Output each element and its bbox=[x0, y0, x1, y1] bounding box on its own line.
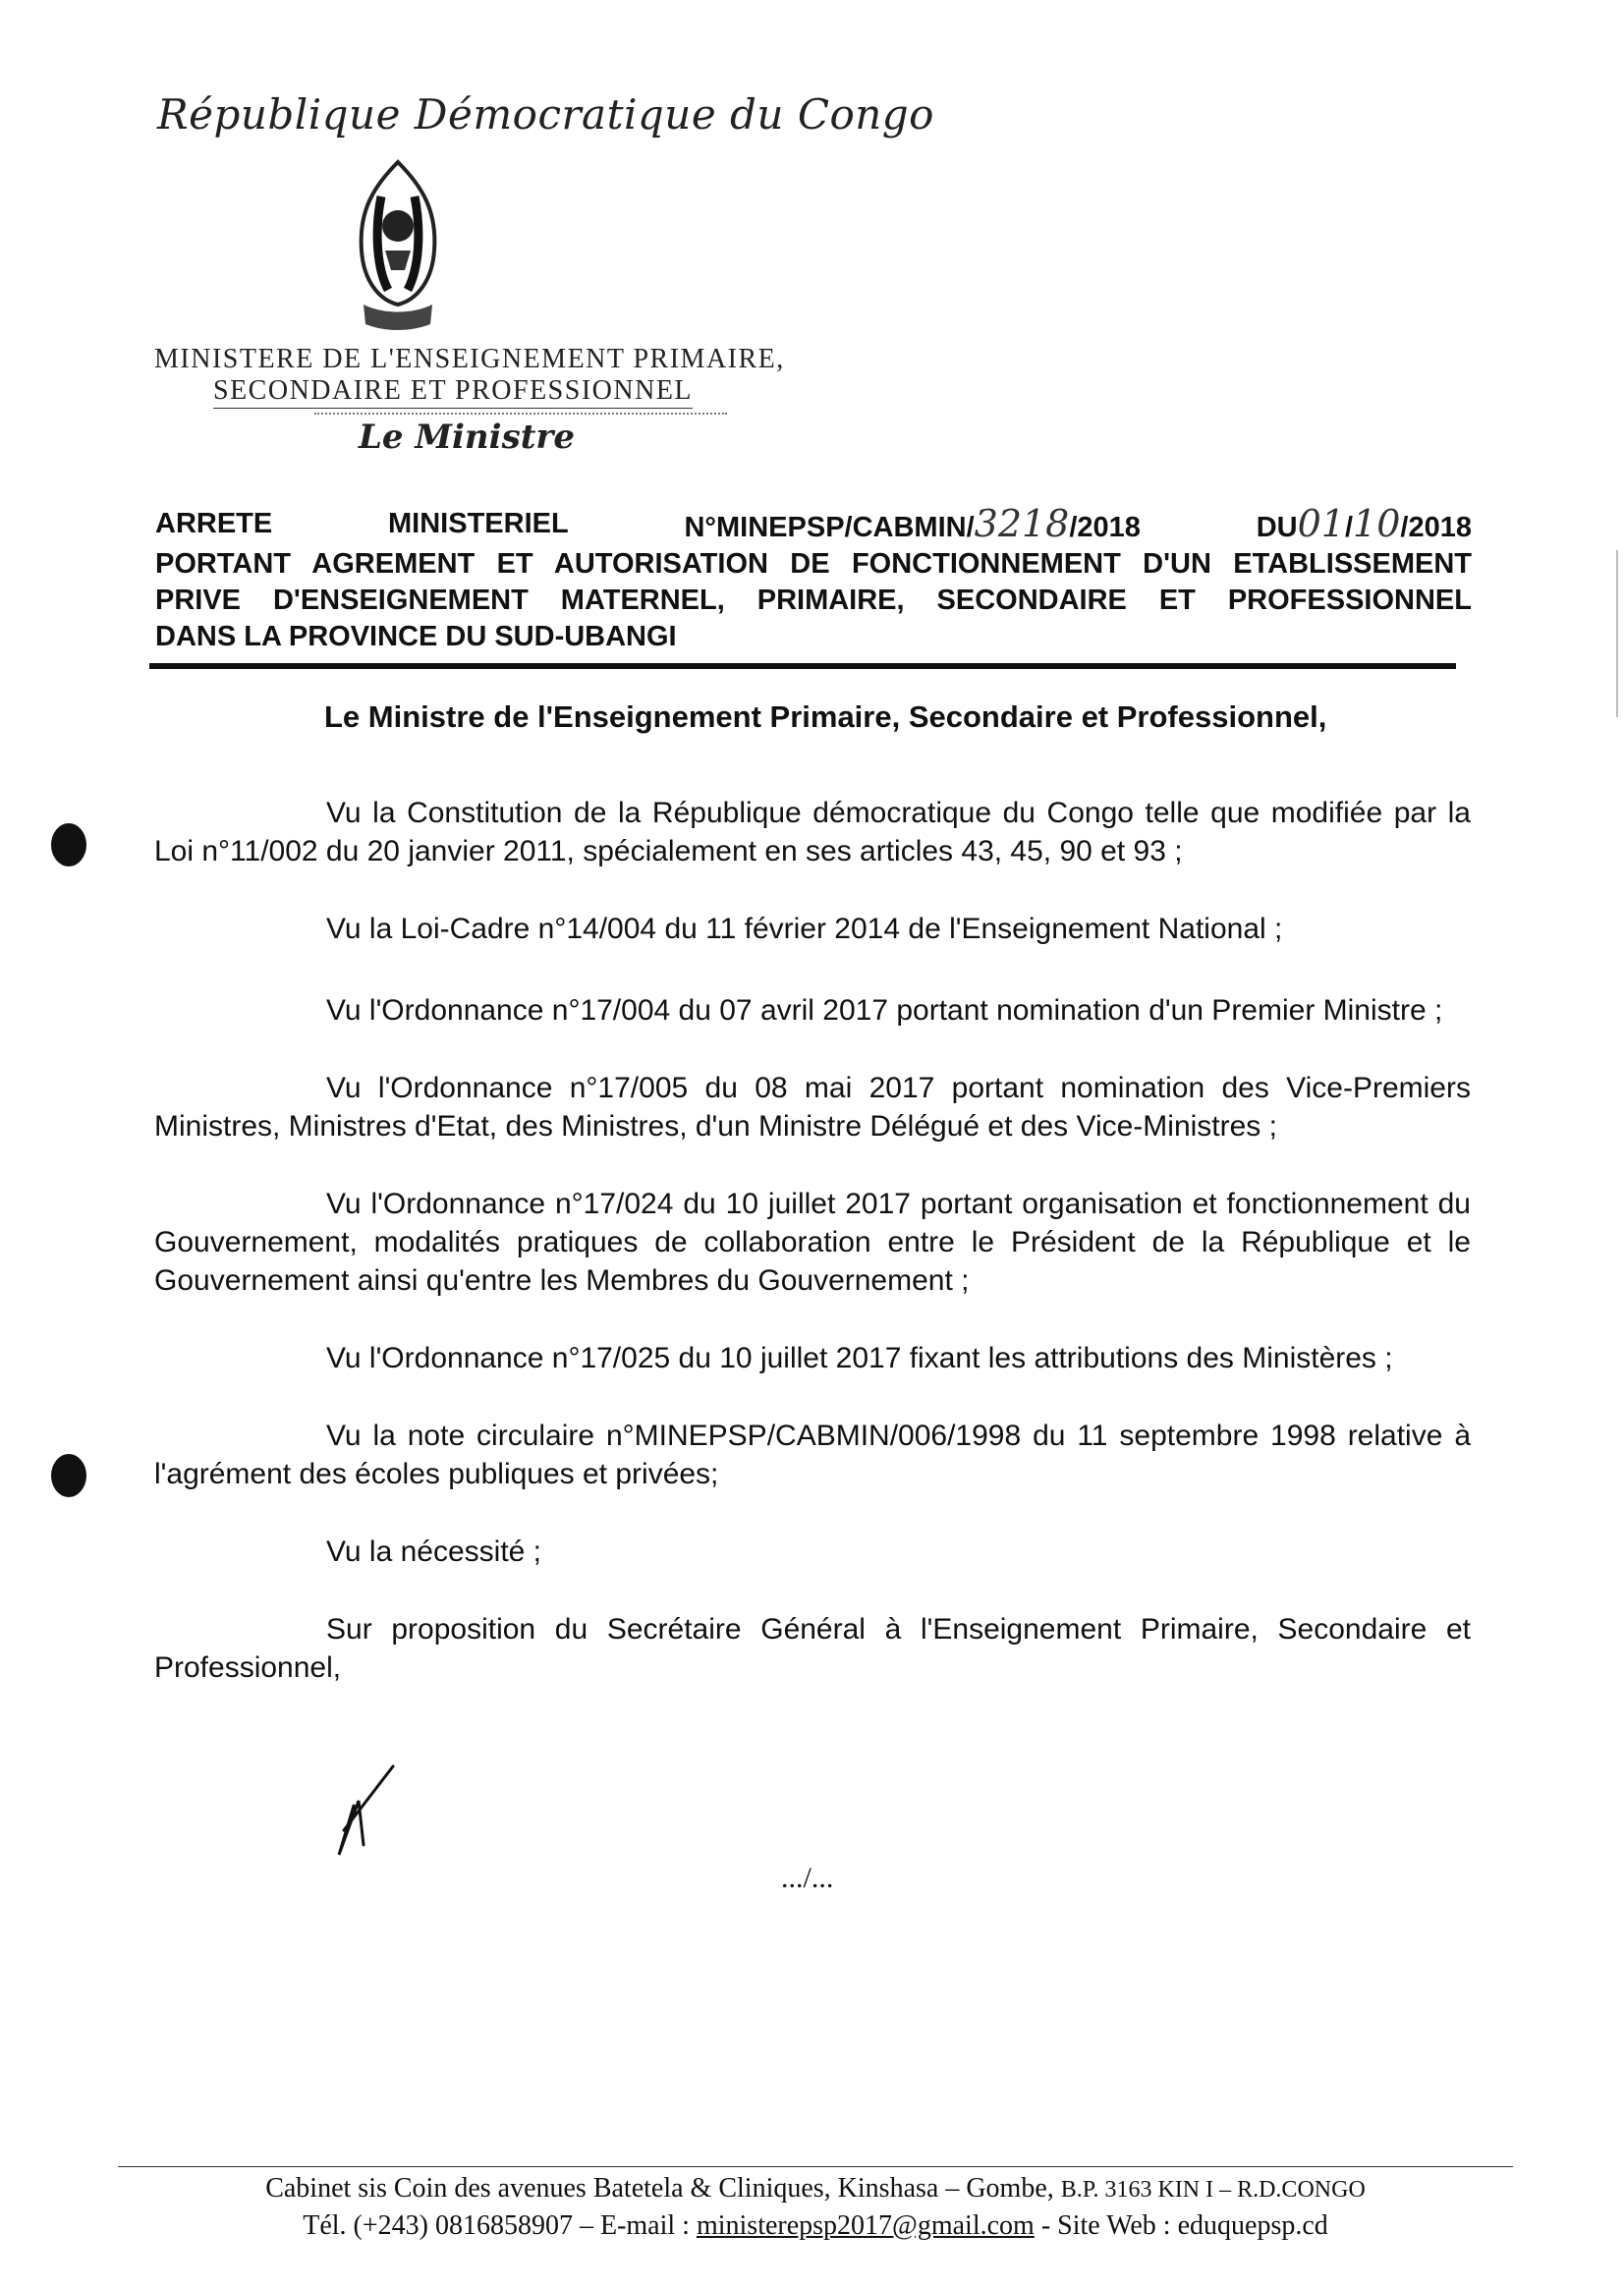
continuation-mark: .../... bbox=[781, 1862, 834, 1894]
preamble-body bbox=[154, 794, 1471, 1726]
footer-email-link[interactable]: ministerepsp2017@gmail.com bbox=[696, 2210, 1035, 2241]
handwritten-month: 10 bbox=[1353, 502, 1401, 545]
arrete-title-line2: PRIVE D'ENSEIGNEMENT MATERNEL, PRIMAIRE, SECONDAIRE ET PROFESSIONNEL bbox=[155, 585, 1472, 616]
arrete-number-suffix: /2018 bbox=[1069, 512, 1141, 543]
handwritten-initial bbox=[324, 1761, 403, 1860]
preamble-paragraph: Vu la nécessité ; bbox=[326, 1535, 542, 1568]
arrete-title-line3: DANS LA PROVINCE DU SUD-UBANGI bbox=[155, 621, 677, 652]
preamble-paragraph: Vu l'Ordonnance n°17/004 du 07 avril 2017 portant nomination d'un Premier Ministre ; bbox=[326, 994, 1443, 1027]
preamble-paragraph: Vu l'Ordonnance n°17/025 du 10 juillet 2017 fixant les attributions des Ministères ; bbox=[326, 1342, 1393, 1374]
arrete-number-prefix: N°MINEPSP/CABMIN/ bbox=[684, 512, 975, 543]
republic-heading: République Démocratique du Congo bbox=[157, 90, 934, 139]
ministry-name-line2: SECONDAIRE ET PROFESSIONNEL bbox=[213, 375, 693, 409]
arrete-title-line1: PORTANT AGREMENT ET AUTORISATION DE FONCTIONNEMENT D'UN ETABLISSEMENT bbox=[155, 548, 1472, 580]
coat-of-arms-emblem bbox=[334, 157, 462, 334]
arrete-number-row bbox=[155, 502, 1472, 546]
footer-contact bbox=[118, 2210, 1513, 2242]
punch-hole-mark bbox=[51, 1454, 86, 1497]
footer-address bbox=[118, 2173, 1513, 2205]
footer-po-box: B.P. 3163 KIN I – R.D.CONGO bbox=[1060, 2177, 1366, 2203]
header-rule bbox=[149, 663, 1456, 669]
punch-hole-mark bbox=[51, 823, 86, 866]
footer-rule bbox=[118, 2166, 1513, 2167]
minister-title: Le Ministre de l'Enseignement Primaire, Secondaire et Professionnel, bbox=[324, 699, 1327, 734]
preamble-paragraph: Sur proposition du Secrétaire Général à l'Enseignement Primaire, Secondaire et Professionnel, bbox=[154, 1613, 1471, 1684]
preamble-paragraph: Vu l'Ordonnance n°17/024 du 10 juillet 2017 portant organisation et fonctionnement du Gouvernement, modalités pratiques de collaboration entre le Président de la République et le Gouvernement ainsi qu'entre les Membres du Gouvernement ; bbox=[154, 1188, 1471, 1297]
date-year: /2018 bbox=[1400, 512, 1472, 543]
preamble-paragraph: Vu l'Ordonnance n°17/005 du 08 mai 2017 portant nomination des Vice-Premiers Ministres, Ministres d'Etat, des Ministres, d'un Ministre Délégué et des Vice-Ministres ; bbox=[154, 1072, 1471, 1143]
ministeriel-label: MINISTERIEL bbox=[388, 508, 569, 539]
preamble-paragraph: Vu la Loi-Cadre n°14/004 du 11 février 2014 de l'Enseignement National ; bbox=[326, 913, 1283, 945]
footer-website: - Site Web : eduquepsp.cd bbox=[1034, 2210, 1328, 2241]
arrete-number bbox=[684, 502, 1141, 546]
scan-edge-mark bbox=[1616, 550, 1618, 717]
ministry-name-line1: MINISTERE DE L'ENSEIGNEMENT PRIMAIRE, bbox=[154, 344, 785, 374]
footer-address-text: Cabinet sis Coin des avenues Batetela & Cliniques, Kinshasa – Gombe, bbox=[265, 2173, 1061, 2204]
signatory-heading: Le Ministre bbox=[359, 418, 575, 457]
arrete-label: ARRETE bbox=[155, 508, 273, 539]
preamble-paragraph: Vu la note circulaire n°MINEPSP/CABMIN/006/1998 du 11 septembre 1998 relative à l'agrément des écoles publiques et privées; bbox=[154, 1420, 1471, 1490]
arrete-date: DU01/10/2018 bbox=[1256, 502, 1472, 545]
handwritten-day: 01 bbox=[1297, 502, 1345, 545]
date-prefix: DU bbox=[1256, 512, 1298, 543]
arrete-header bbox=[155, 502, 1472, 655]
dotted-divider bbox=[314, 413, 727, 415]
preamble-paragraph: Vu la Constitution de la République démocratique du Congo telle que modifiée par la Loi n°11/002 du 20 janvier 2011, spécialement en ses articles 43, 45, 90 et 93 ; bbox=[154, 797, 1471, 867]
footer-phone: Tél. (+243) 0816858907 – E-mail : bbox=[303, 2210, 697, 2241]
handwritten-number: 3218 bbox=[974, 502, 1070, 545]
